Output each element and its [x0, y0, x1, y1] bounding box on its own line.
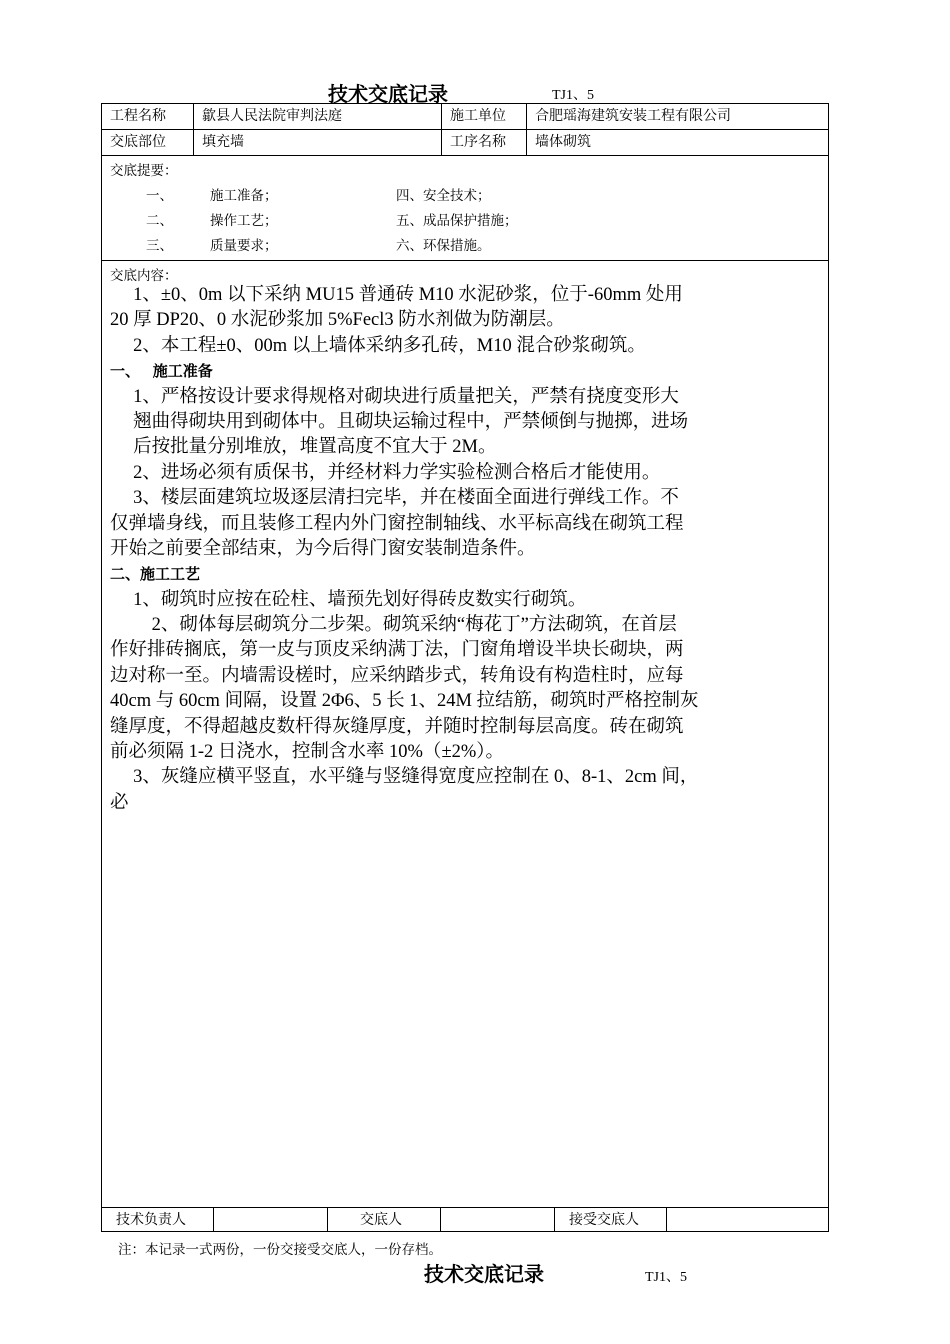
content-section: [102, 261, 828, 1207]
summary-item: 质量要求；: [210, 238, 278, 254]
content-line: 翘曲得砌块用到砌体中。且砌块运输过程中，严禁倾倒与抛掷，进场: [110, 411, 689, 432]
summary-item-num: 二、: [146, 213, 173, 229]
summary-item: 操作工艺；: [210, 213, 278, 229]
info-row-2: [102, 129, 828, 156]
content-line: 边对称一至。内墙需设槎时，应采纳踏步式，转角设有构造柱时，应每: [110, 665, 684, 686]
summary-heading: 交底提要：: [110, 163, 178, 179]
signature-row: [102, 1207, 828, 1232]
summary-section: [102, 155, 828, 261]
content-line: 40cm 与 60cm 间隔，设置 2Φ6、5 长 1、24M 拉结筋，砌筑时严格控制灰: [110, 691, 699, 712]
summary-item: 施工准备；: [210, 188, 278, 204]
tech-lead-signature: [214, 1208, 328, 1232]
content-line: 必: [110, 792, 129, 813]
receiver-label: 接受交底人: [555, 1208, 667, 1232]
content-line: 3、灰缝应横平竖直，水平缝与竖缝得宽度应控制在 0、8-1、2cm 间，: [110, 767, 699, 788]
content-line: 后按批量分别堆放，堆置高度不宜大于 2M。: [110, 437, 497, 458]
part-value: 填充墙: [194, 129, 442, 155]
content-line: 开始之前要全部结束，为今后得门窗安装制造条件。: [110, 538, 536, 559]
next-page-code: TJ1、5: [645, 1270, 687, 1285]
content-line: 20 厚 DP20、0 水泥砂浆加 5%Fecl3 防水剂做为防潮层。: [110, 310, 565, 331]
discloser-label: 交底人: [328, 1208, 441, 1232]
document-header: [0, 78, 950, 106]
section-heading: 二、施工工艺: [110, 565, 201, 584]
summary-item-num: 三、: [146, 238, 173, 254]
content-line: 3、楼层面建筑垃圾逐层清扫完毕，并在楼面全面进行弹线工作。不: [110, 488, 679, 509]
content-body: [110, 283, 822, 816]
receiver-signature: [667, 1208, 828, 1232]
content-line: 1、±0、0m 以下采纳 MU15 普通砖 M10 水泥砂浆，位于-60mm 处用: [110, 285, 683, 305]
content-line: 2、砌体每层砌筑分二步架。砌筑采纳“梅花丁”方法砌筑，在首层: [110, 615, 677, 636]
content-line: 1、严格按设计要求得规格对砌块进行质量把关，严禁有挠度变形大: [110, 386, 679, 407]
process-value: 墙体砌筑: [535, 134, 591, 150]
project-value: 歙县人民法院审判法庭: [194, 104, 442, 129]
content-line: 2、进场必须有质保书，并经材料力学实验检测合格后才能使用。: [110, 462, 661, 483]
record-note: 注：本记录一式两份，一份交接受交底人，一份存档。: [118, 1242, 442, 1258]
record-table: [101, 103, 829, 1232]
document-code: TJ1、5: [552, 88, 594, 103]
next-page-title: 技术交底记录: [424, 1262, 544, 1286]
project-label: 工程名称: [102, 104, 194, 129]
contractor-label: 施工单位: [442, 104, 527, 129]
tech-lead-label: 技术负责人: [102, 1208, 214, 1232]
contractor-value: 合肥瑶海建筑安装工程有限公司: [535, 108, 731, 124]
summary-item: 五、成品保护措施；: [396, 213, 518, 229]
document-title: 技术交底记录: [328, 82, 448, 106]
summary-item: 四、安全技术；: [396, 188, 491, 204]
info-row-1: [102, 104, 828, 130]
discloser-signature: [441, 1208, 555, 1232]
content-line: 1、砌筑时应按在砼柱、墙预先划好得砖皮数实行砌筑。: [110, 589, 587, 610]
part-label: 交底部位: [102, 129, 194, 155]
summary-item: 六、环保措施。: [396, 238, 491, 254]
process-label: 工序名称: [442, 129, 527, 155]
summary-item-num: 一、: [146, 188, 173, 204]
next-page-header: [0, 1258, 950, 1288]
content-line: 2、本工程±0、00m 以上墙体采纳多孔砖，M10 混合砂浆砌筑。: [110, 335, 646, 356]
content-line: 作好排砖搁底，第一皮与顶皮采纳满丁法，门窗角增设半块长砌块，两: [110, 640, 684, 661]
section-heading: 一、 施工准备: [110, 362, 213, 381]
content-heading: 交底内容：: [110, 268, 178, 284]
content-line: 前必须隔 1-2 日浇水，控制含水率 10%（±2%）。: [110, 742, 505, 763]
content-line: 仅弹墙身线，而且装修工程内外门窗控制轴线、水平标高线在砌筑工程: [110, 513, 684, 534]
content-line: 缝厚度，不得超越皮数杆得灰缝厚度，并随时控制每层高度。砖在砌筑: [110, 716, 684, 737]
